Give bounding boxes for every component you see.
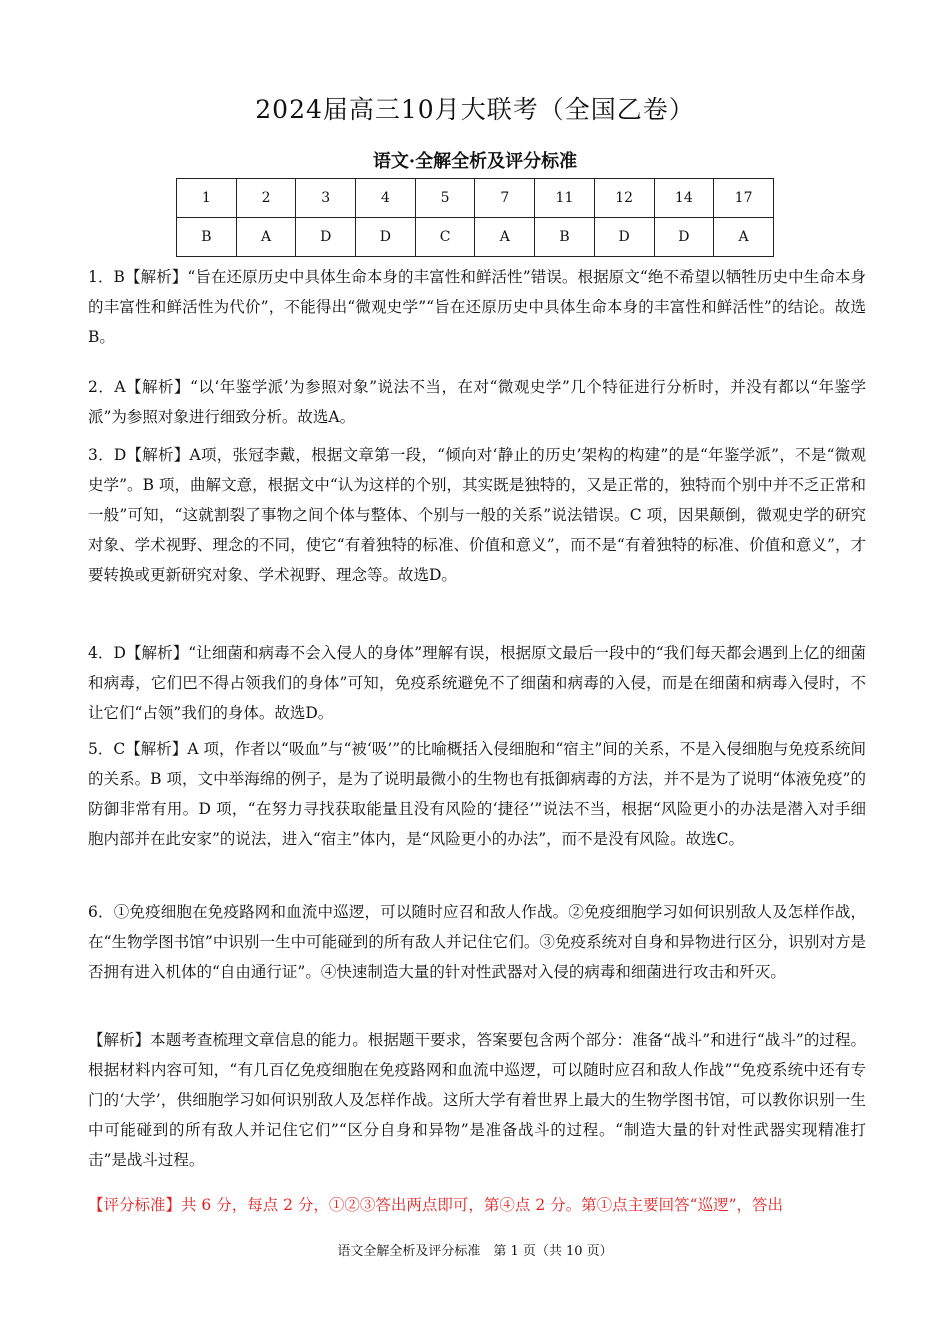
question-number: 7 (475, 179, 535, 218)
page-title: 2024届高三10月大联考（全国乙卷） (255, 95, 695, 124)
answer-table-header-row (177, 179, 774, 218)
question-number: 12 (594, 179, 654, 218)
answer-cell: A (714, 218, 774, 257)
page-subtitle: 语文·全解全析及评分标准 (372, 151, 578, 172)
question-number: 4 (356, 179, 416, 218)
question-number: 5 (415, 179, 475, 218)
answer-item-6-analysis: 【解析】本题考查梳理文章信息的能力。根据题干要求，答案要包含两个部分：准备“战斗”和进行“战斗”的过程。根据材料内容可知，“有几百亿免疫细胞在免疫路网和血流中巡逻，可以随时应召和敌人作战”“免疫系统中还有专门的‘大学’，供细胞学习如何识别敌人及怎样作战。这所大学有着世界上最大的生物学图书馆，可以教你识别一生中可能碰到的所有敌人并记住它们”“区分自身和异物”是准备战斗的过程。“制造大量的针对性武器实现精准打击”是战斗过程。 (88, 1031, 866, 1169)
answer-item-5: 5．C【解析】A 项，作者以“吸血”与“被‘吸’”的比喻概括入侵细胞和“宿主”间的关系，不是入侵细胞与免疫系统间的关系。B 项，文中举海绵的例子，是为了说明最微小的生物也有抵御病毒的方法，并不是为了说明“体液免疫”的防御非常有用。D 项，“在努力寻找获取能量且没有风险的‘捷径’”说法不当，根据“风险更小的办法是潜入对手细胞内部并在此安家”的说法，进入“宿主”体内，是“风险更小的办法”，而不是没有风险。故选C。 (88, 740, 866, 848)
answer-item-1: 1．B【解析】“旨在还原历史中具体生命本身的丰富性和鲜活性”错误。根据原文“绝不希望以牺牲历史中生命本身的丰富性和鲜活性为代价”，不能得出“微观史学”“旨在还原历史中具体生命本身的丰富性和鲜活性”的结论。故选B。 (88, 268, 866, 346)
page-footer: 语文全解全析及评分标准 第 1 页（共 10 页） (337, 1244, 613, 1259)
question-number: 14 (654, 179, 714, 218)
answer-table-answer-row (177, 218, 774, 257)
answer-cell: D (356, 218, 416, 257)
question-number: 2 (236, 179, 296, 218)
question-number: 11 (535, 179, 595, 218)
question-number: 17 (714, 179, 774, 218)
answer-cell: D (654, 218, 714, 257)
answer-item-3: 3．D【解析】A项，张冠李戴，根据文章第一段，“倾向对‘静止的历史’架构的构建”的是“年鉴学派”，不是“微观史学”。B 项，曲解文意，根据文中“认为这样的个别，其实既是独特的，又是正常的，独特而个别中并不乏正常和一般”可知，“这就割裂了事物之间个体与整体、个别与一般的关系”说法错误。C 项，因果颠倒，微观史学的研究对象、学术视野、理念的不同，使它“有着独特的标准、价值和意义”，而不是“有着独特的标准、价值和意义”，才要转换或更新研究对象、学术视野、理念等。故选D。 (88, 446, 866, 584)
answer-cell: B (177, 218, 237, 257)
answer-item-2: 2．A【解析】“以‘年鉴学派’为参照对象”说法不当，在对“微观史学”几个特征进行分析时，并没有都以“年鉴学派”为参照对象进行细致分析。故选A。 (88, 378, 866, 426)
answer-cell: B (535, 218, 595, 257)
answer-cell: C (415, 218, 475, 257)
answer-item-6-scoring: 【评分标准】共 6 分，每点 2 分，①②③答出两点即可，第④点 2 分。第①点主要回答“巡逻”，答出 (88, 1196, 783, 1214)
answer-table (176, 178, 774, 257)
question-number: 3 (296, 179, 356, 218)
answer-item-6: 6．①免疫细胞在免疫路网和血流中巡逻，可以随时应召和敌人作战。②免疫细胞学习如何识别敌人及怎样作战，在“生物学图书馆”中识别一生中可能碰到的所有敌人并记住它们。③免疫系统对自身和异物进行区分，识别对方是否拥有进入机体的“自由通行证”。④快速制造大量的针对性武器对入侵的病毒和细菌进行攻击和歼灭。 (88, 903, 866, 981)
answer-cell: A (236, 218, 296, 257)
answer-cell: D (594, 218, 654, 257)
question-number: 1 (177, 179, 237, 218)
answer-cell: D (296, 218, 356, 257)
answer-cell: A (475, 218, 535, 257)
answer-item-4: 4．D【解析】“让细菌和病毒不会入侵人的身体”理解有误，根据原文最后一段中的“我们每天都会遇到上亿的细菌和病毒，它们巴不得占领我们的身体”可知，免疫系统避免不了细菌和病毒的入侵，而是在细菌和病毒入侵时，不让它们“占领”我们的身体。故选D。 (88, 644, 866, 722)
